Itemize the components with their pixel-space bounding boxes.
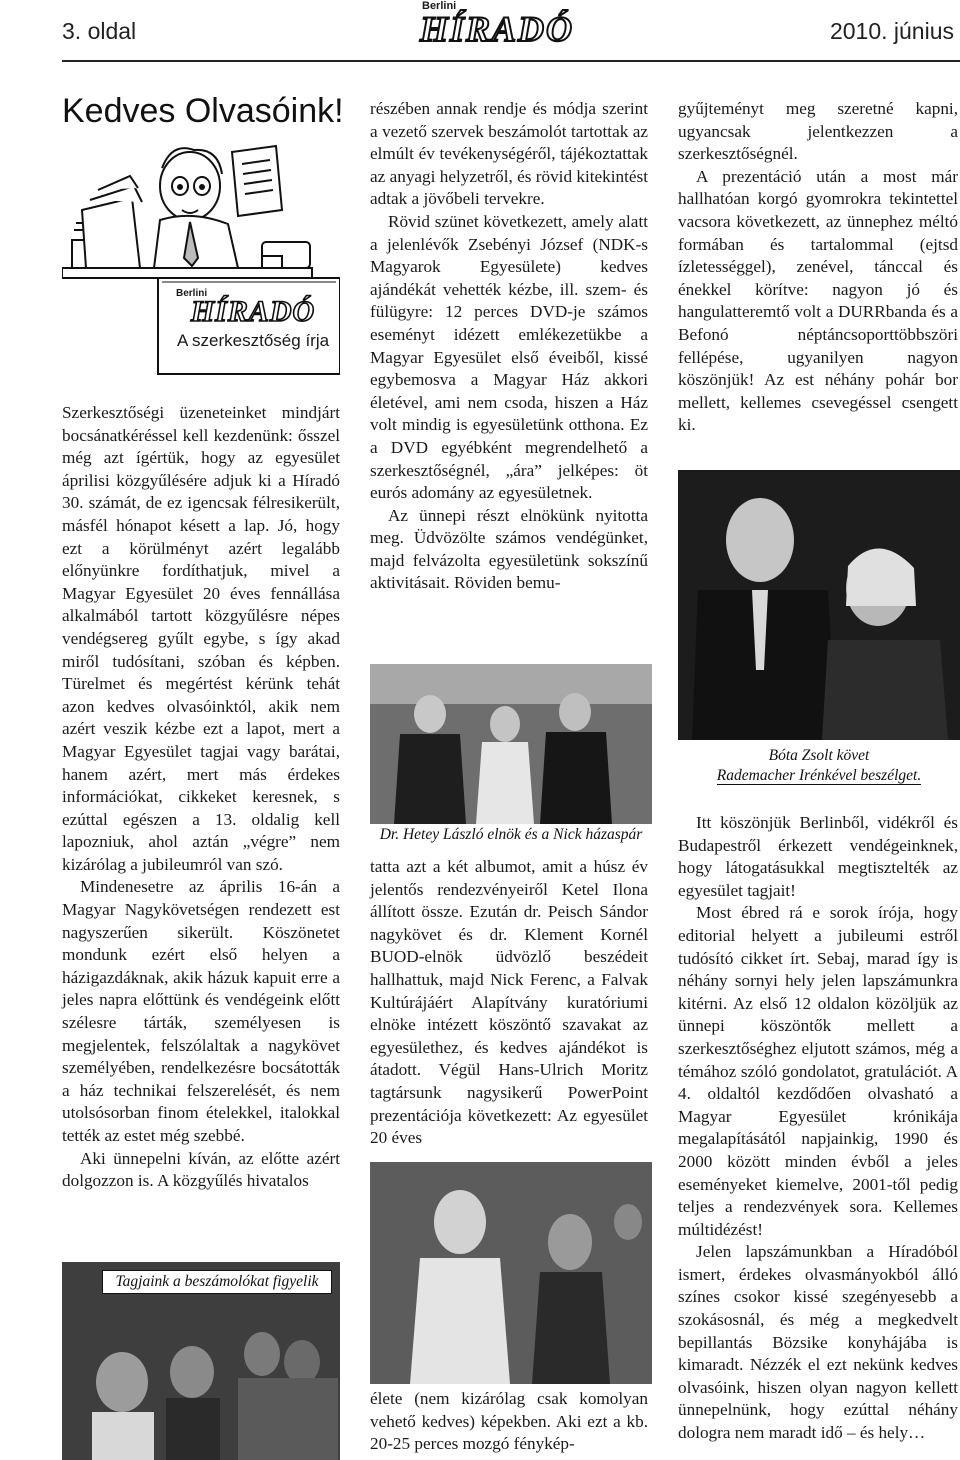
photo-guests [370,1162,652,1384]
column-3-top [678,98,958,437]
logo-big-text: HÍRADÓ [420,9,575,49]
column-3-bottom [678,812,958,1445]
column-1 [62,402,340,1193]
photo-envoy-image [678,470,960,740]
photo-president-image [370,664,652,824]
masthead-logo [416,0,616,50]
caption-envoy-line2: Rademacher Irénkével beszélget. [716,767,922,784]
caption-president: Dr. Hetey László elnök és a Nick házaspár [379,826,643,843]
paragraph: gyűjteményt meg szeretné kapni, ugyancsak jelentkezzen a szerkesztőségnél. [678,99,958,164]
column-2-bottom [370,1388,648,1456]
paragraph: részében annak rendje és módja szerint a vezető szervek beszámolót tartottak az elmúlt év tevékenységéről, tájékoztattak az anyagi helyzetről, és rövid kitekintést adtak a jövőbeli tervekre. [370,99,648,209]
caption-audience: Tagjaink a beszámolókat figyelik [102,1270,332,1294]
paragraph: Jelen lapszámunkban a Híradóból ismert, érdekes olvasmányokból álló színes csokor kissé szegényesebb a szokásosnál, és még a megkedvelt bepillantás Bözsike konyhájába is kimaradt. Nézzék el ezt nekünk kedves olvasóink, hiszen olyan nagyon kellett ünnepelnünk, hogy ezúttal néhány dologra nem maradt idő – és hely… [678,1242,958,1443]
column-2-top [370,98,648,595]
cartoon-sign [168,288,338,351]
paragraph: Itt köszönjük Berlinből, vidékről és Budapestről érkezett vendégeinknek, hogy látogatásukkal megtisztelték az egyesület tagjait! [678,813,958,900]
logo-small-text: Berlini [422,0,457,12]
headline: Kedves Olvasóink! [62,92,344,130]
paragraph: tatta azt a két albumot, amit a húsz év jelentős rendezvényeiről Ketel Ilona állított össze. Ezután dr. Peisch Sándor nagykövet és dr. Klement Kornél BUOD-elnök üdvözlő beszédeit hallhattuk, majd Nick Ferenc, a Falvak Kultúrájáért Alapítvány kuratóriumi elnöke intézett köszöntő szavakat az egyesülethez, és kedves ajándékot is átadott. Végül Hans-Ulrich Moritz tagtársunk nagysikerű PowerPoint prezentációja következett: Az egyesület 20 éves [370,857,648,1148]
caption-envoy [678,746,960,786]
paragraph: élete (nem kizárólag csak komolyan vehető kedves) képekben. Aki ezt a kb. 20-25 perces mozgó fénykép- [370,1389,648,1454]
cartoon-logo-big: HÍRADÓ [190,295,316,328]
paragraph: Rövid szünet következett, amely alatt a jelenlévők Zsebényi József (NDK-s Magyarok Egyesülete) kedves ajándékát vehették kézbe, ill. szem- és fülügyre: 12 perces DVD-je számos eseményt idézett emlékezetükbe a Magyar Egyesület első éveiből, kissé egybemosva a Magyar Ház akkori életével, ami nem csoda, hiszen a Ház volt mindig is egyesületünk otthona. Ez a DVD egyébként megrendelhető a szerkesztőségnél, „ára” jelképes: öt eurós adomány az egyesületnek. [370,211,648,503]
issue-date: 2010. június [829,18,954,44]
caption-envoy-line1: Bóta Zsolt követ [768,747,870,764]
header-rule [62,60,960,62]
photo-president [370,664,652,824]
photo-guests-image [370,1162,652,1384]
cartoon-sign-text: A szerkesztőség írja [176,331,330,350]
paragraph: Aki ünnepelni kíván, az előtte azért dolgozzon is. A közgyűlés hivatalos [62,1148,340,1191]
photo-audience [62,1262,340,1460]
paragraph: A prezentáció után a most már hallhatóan korgó gyomrokra tekintettel vacsora következett, az ünnephez méltó formában és tartalommal (ejtsd ízletességgel), zenével, tánccal és énekkel körítve: nagyon jó és hangulatteremtő volt a DURRbanda és a Befonó néptáncsoporttöbbszöri fellépése, ugyanilyen nagyon köszönjük! Az est néhány pohár bor mellett, kellemes csevegéssel csengett ki. [678,166,958,435]
page-number: 3. oldal [62,18,137,44]
paragraph: Szerkesztőségi üzeneteinket mindjárt bocsánatkéréssel kell kezdenünk: ősszel még azt ígértük, hogy az egyesület áprilisi közgyűlésére adjuk ki a Híradó 30. számát, de ez igencsak félresikerült, másfél hónapot késett a lap. Jó, hogy ezt a körülményt azért legalább előnyünkre fordíthatjuk, mivel a Magyar Egyesület 20 éves fennállása alkalmából tartott közgyűlésre népes vendégsereg gyűlt egybe, s így akad miről tudósítani, szóban és képben. Türelmet és megértést kérünk tehát azon kedves olvasóinktól, akik nem azért veszik kézbe ezt a lapot, mert a Magyar Egyesület tagjai vagy barátai, hanem azért, mert más érdekes információkat, cikkeket keresnek, s ezúttal egészen a 13. oldalig kell lapozniuk, ahol aztán „végre” nem kizárólag a jubileumról van szó. [62,403,340,874]
paragraph: Mindenesetre az április 16-án a Magyar Nagykövetségen rendezett est nagyszerűen sikerült. Köszönetet mondunk ezért első helyen a házigazdáknak, akik házuk kapuit erre a jeles napra előttünk és vendégeink előtt szélesre tárták, személyesen is megjelentek, felszólaltak a nagykövet személyében, rendelkezésre bocsátották a ház technikai felszerelését, és nem utolsósorban finom ételekkel, italokkal tették az estet még szebbé. [62,877,340,1145]
cartoon-logo-small: Berlini [176,288,208,299]
paragraph: Most ébred rá e sorok írója, hogy editorial helyett a jubileumi estről tudósító cikket írt. Sebaj, marad így is néhány sornyi hely jelen lapszámunkra kitérni. Az első 12 oldalon közöljük az ünnepi köszöntők mellett a szerkesztőséghez eljutott számos, még a témához szóló gondolatot, gratulációt. A 4. oldaltól kezdődően olvasható a Magyar Egyesület krónikája megalapításától napjainkig, 1990 és 2000 között minden évből a jeles eseményeket kiemelve, 2001-től pedig teljes a rendezvények sora. Kellemes múltidézést! [678,903,958,1239]
photo-envoy [678,470,960,740]
column-2-middle [370,856,648,1150]
editor-cartoon [62,90,340,380]
paragraph: Az ünnepi részt elnökünk nyitotta meg. Üdvözölte számos vendégünket, majd felvázolta egyesületünk sokszínű aktivitásait. Röviden bemu- [370,505,648,593]
